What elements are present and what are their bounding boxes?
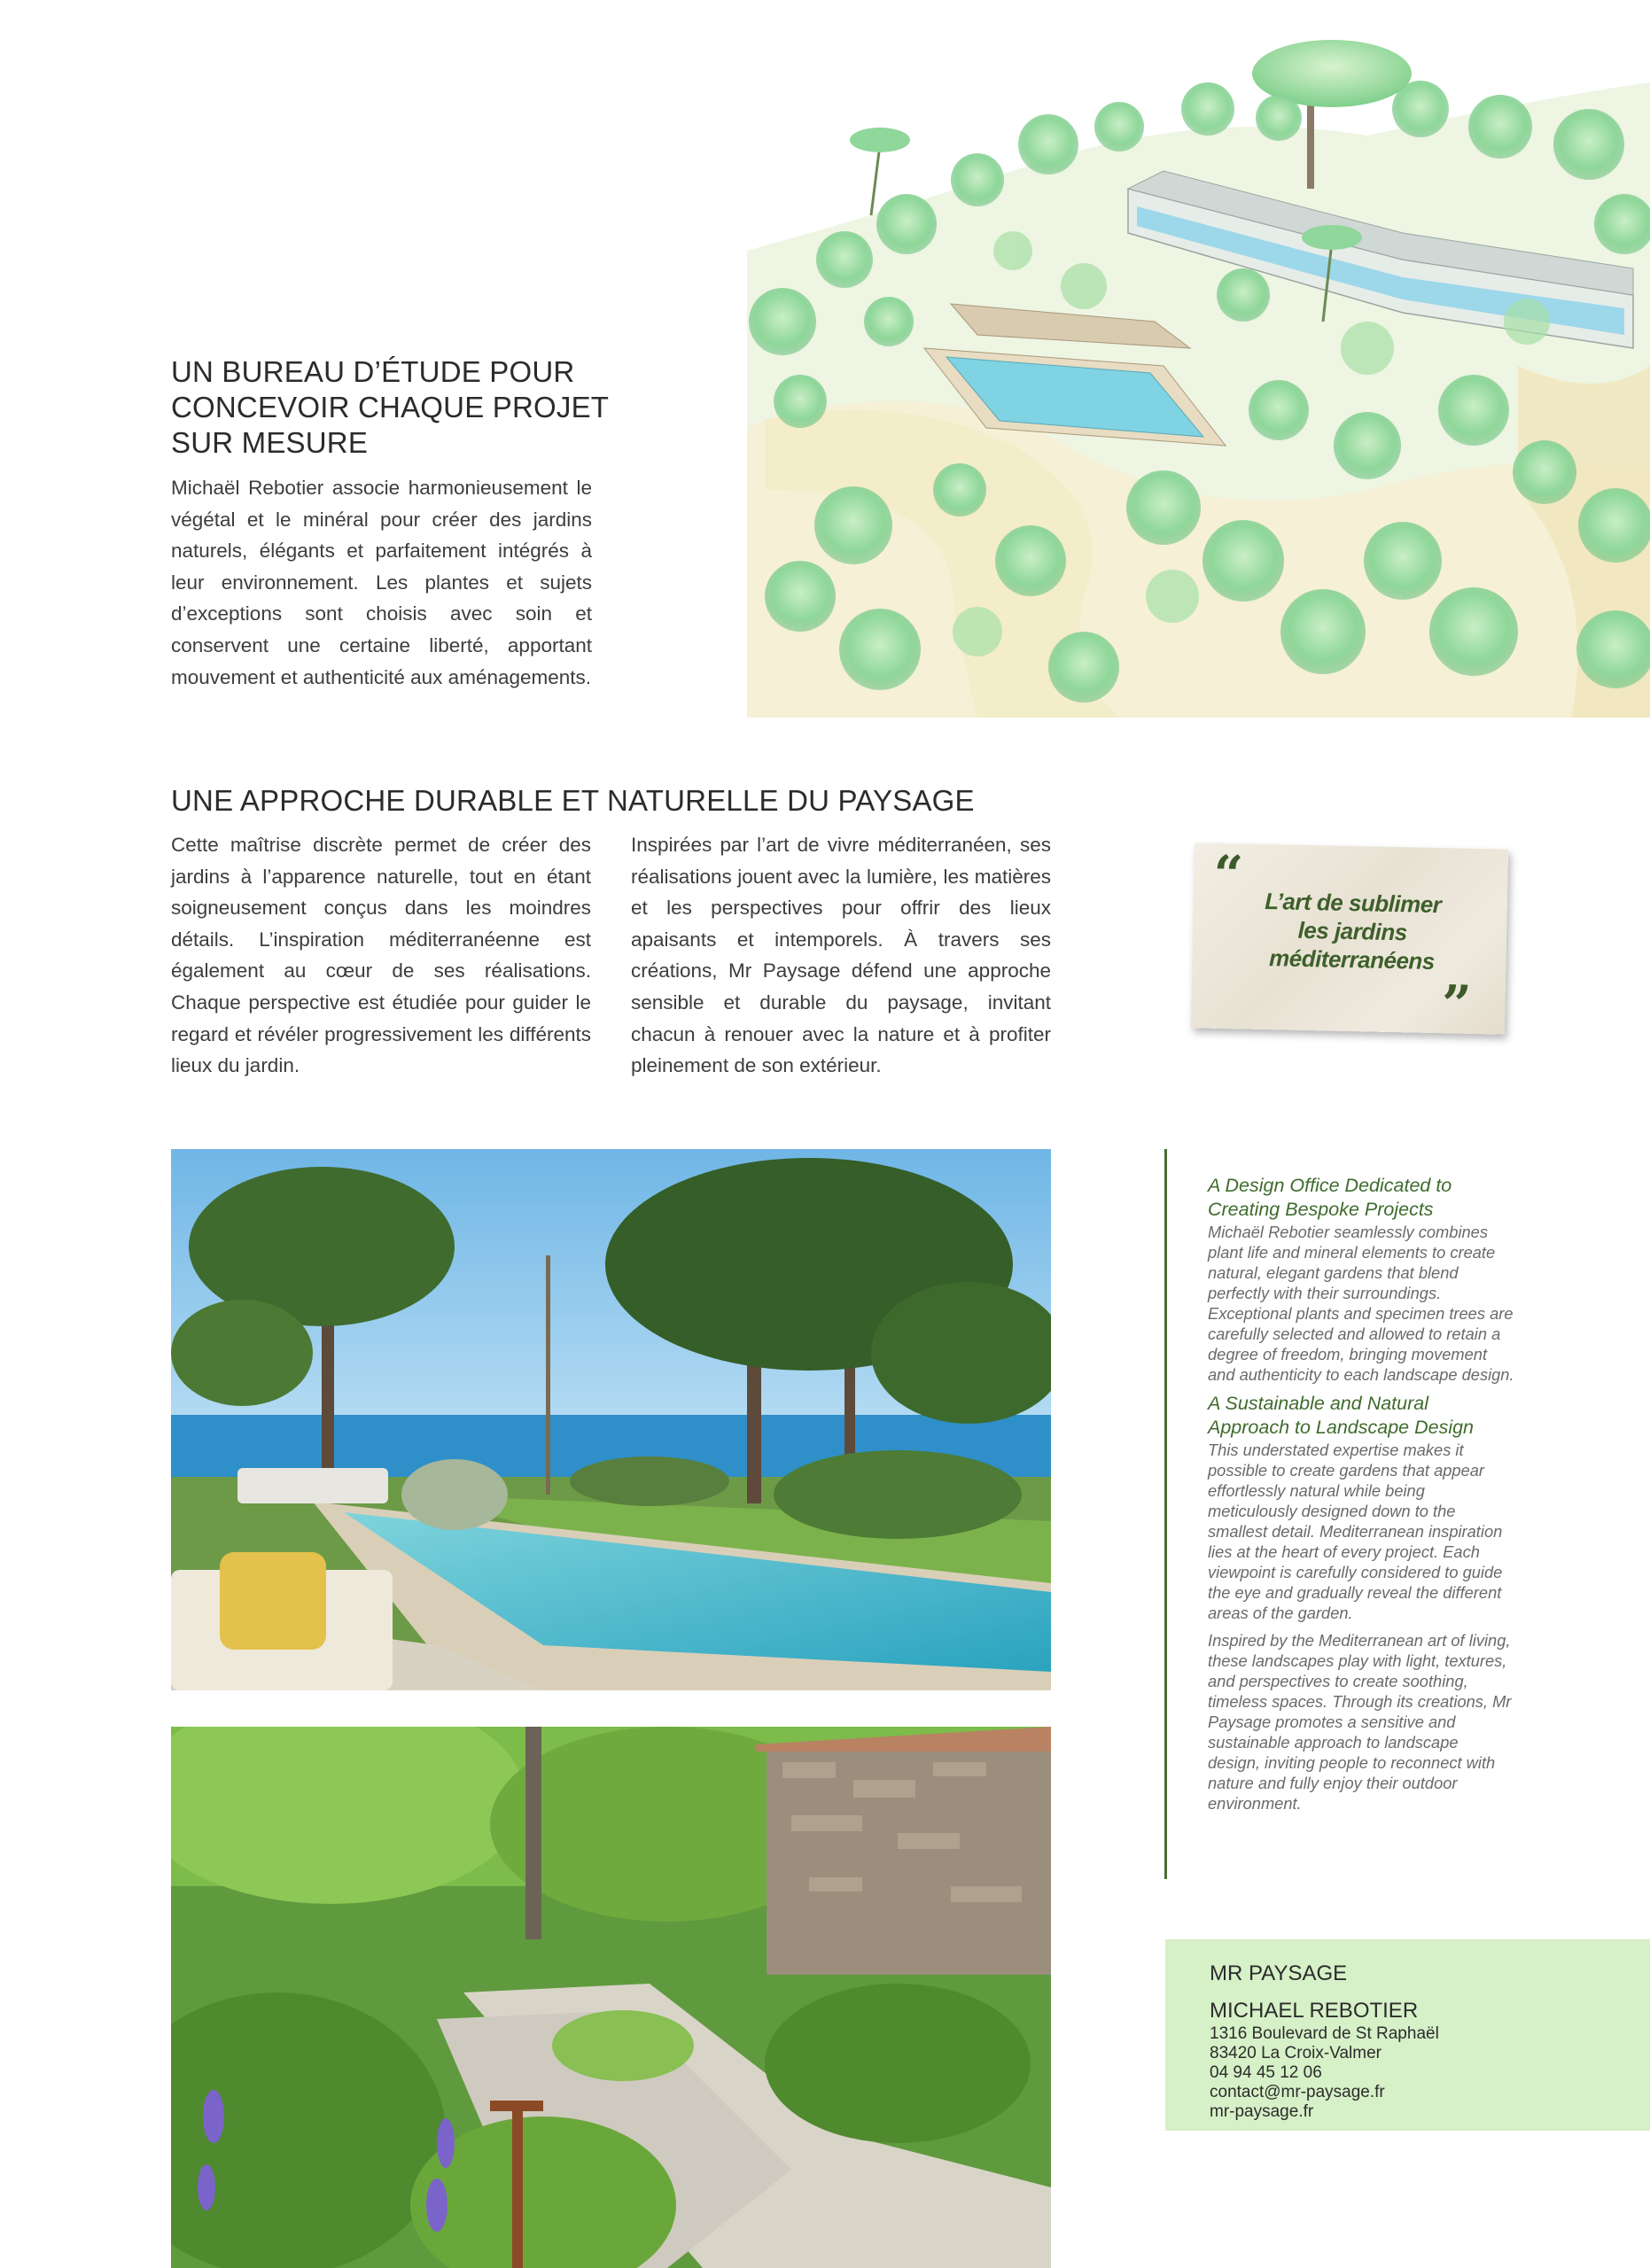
email-link[interactable]: contact@mr-paysage.fr [1210, 2083, 1385, 2101]
quote-text: L’art de sublimer les jardins méditerranéens [1265, 887, 1442, 975]
garden-illustration [747, 29, 1650, 718]
company-name: MR PAYSAGE [1210, 1961, 1348, 1985]
sidebar-divider [1164, 1149, 1167, 1879]
english-text-2: This understated expertise makes it possible to create gardens that appear effortlessly natural while being meticulously designed down to the smallest detail. Mediterranean inspiration lies at the heart of every project. Each viewpoint is carefully considered to guide the eye and gradually reveal the different areas of the garden. [1208, 1441, 1503, 1622]
address-line-2: 83420 La Croix-Valmer [1210, 2044, 1381, 2062]
section2-column2: Inspirées par l’art de vivre méditerranéen, ses réalisations jouent avec la lumière, les matières et les perspectives pour offrir des lieux apaisants et intemporels. À travers ses créations, Mr Paysage défend une approche sensible et durable du paysage, invitant chacun à renouer avec la nature et à profiter pleinement de son extérieur. [631, 834, 1051, 1077]
english-title-2: A Sustainable and Natural Approach to Landscape Design [1208, 1393, 1475, 1438]
english-text-3: Inspired by the Mediterranean art of living, these landscapes play with light, textures, and perspectives to create soothing, timeless spaces. Through its creations, Mr Paysage promotes a sensitive and sustainable approach to landscape design, inviting people to reconnect with nature and fully enjoy their outdoor environment. [1208, 1631, 1512, 1813]
garden-path-photo [171, 1727, 1051, 2268]
open-quote-icon: “ [1212, 843, 1244, 905]
section1-heading: UN BUREAU D’ÉTUDE POUR CONCEVOIR CHAQUE PROJET SUR MESURE [171, 355, 609, 459]
close-quote-icon: ” [1441, 974, 1473, 1035]
english-text-1: Michaël Rebotier seamlessly combines plant life and mineral elements to create natural, elegant gardens that blend perfectly with their surroundings. Exceptional plants and specimen trees are carefully selected and allowed to retain a degree of freedom, bringing movement and authenticity to each landscape design. [1208, 1223, 1514, 1384]
address-line-1: 1316 Boulevard de St Raphaël [1210, 2024, 1439, 2043]
section1-body: Michaël Rebotier associe harmonieusement le végétal et le minéral pour créer des jardins naturels, élégants et parfaitement intégrés à leur environnement. Les plantes et sujets d’exceptions sont choisis avec soin et conservent une certaine liberté, apportant mouvement et authenticité aux aménagements. [171, 477, 592, 688]
section2-column1: Cette maîtrise discrète permet de créer des jardins à l’apparence naturelle, tout en étant soigneusement conçus dans les moindres détails. L’inspiration méditerranéenne est également au cœur de ses réalisations. Chaque perspective est étudiée pour guider le regard et révéler progressivement les différents lieux du jardin. [171, 834, 591, 1077]
phone-number[interactable]: 04 94 45 12 06 [1210, 2063, 1322, 2082]
contact-box [1165, 1939, 1650, 2131]
section2-heading: UNE APPROCHE DURABLE ET NATURELLE DU PAYSAGE [171, 784, 975, 817]
contact-name: MICHAEL REBOTIER [1210, 1999, 1419, 2023]
pool-garden-photo [171, 1149, 1051, 1690]
quote-card [1191, 843, 1508, 1034]
english-title-1: A Design Office Dedicated to Creating Bespoke Projects [1208, 1175, 1452, 1220]
website-link[interactable]: mr-paysage.fr [1210, 2102, 1314, 2121]
english-sidebar [1208, 1174, 1514, 1821]
